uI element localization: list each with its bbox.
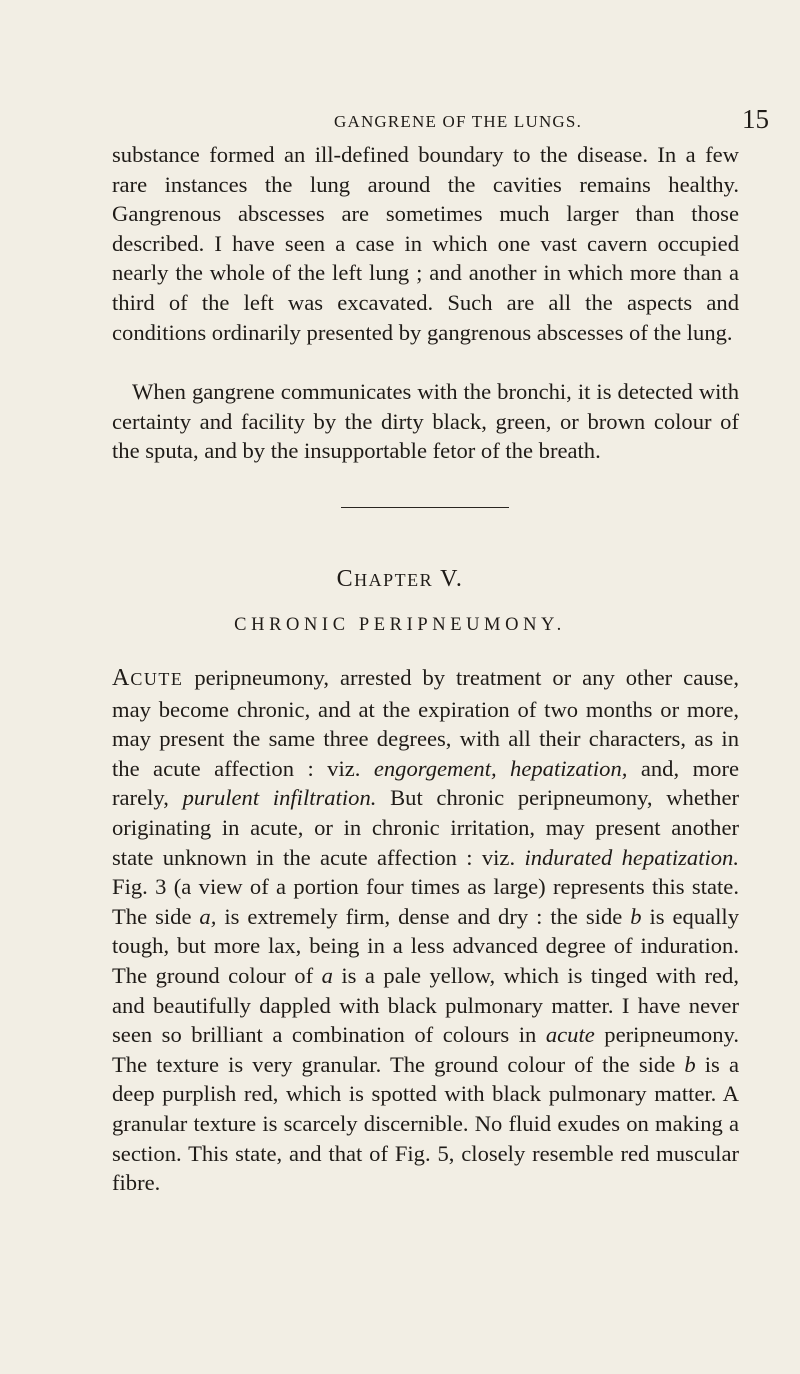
running-head-title: GANGRENE OF THE LUNGS. — [333, 112, 583, 131]
italic-run-7: acute — [545, 1022, 595, 1048]
italic-run-4: a, — [199, 903, 217, 929]
paragraph-2-text — [112, 377, 739, 466]
lead-cap: A — [112, 665, 131, 691]
text-run-6: is equally tough, but more lax, being in a less advanced degree of induration. The ground colour of — [112, 903, 739, 988]
text-run-3: But chronic peripneumony, whether originating in acute, or in chronic irritation, may present another state unknown in the acute affection : viz. — [112, 785, 740, 870]
paragraph-2-content: When gangrene communicates with the bronchi, it is detected with certainty and facility by the dirty black, green, or brown colour of the sputa, and by the insupportable fetor of the breath. — [112, 379, 739, 464]
chapter-title — [0, 566, 800, 593]
paragraph-lead — [112, 665, 183, 691]
paragraph-1 — [112, 140, 739, 347]
text-run-2: and, more rarely, — [112, 755, 739, 811]
italic-run-5: b — [630, 903, 642, 929]
text-run-8: peripneumony. The texture is very granular. The ground colour of the side — [112, 1022, 739, 1077]
italic-run-2: purulent infiltration. — [182, 785, 377, 811]
italic-run-3: indurated hepatization. — [524, 844, 739, 870]
chapter-title-rest: HAPTER — [354, 570, 434, 590]
chapter-number: V. — [440, 566, 464, 592]
chapter-subtitle: CHRONIC PERIPNEUMONY. — [234, 615, 566, 635]
text-run-1: peripneumony, arrested by treatment or any other cause, may become chronic, and at the expiration of two months or more, may present the same three degrees, with all their characters, as in the acute affection : viz. — [112, 665, 739, 781]
section-divider — [341, 507, 509, 508]
italic-run-8: b — [684, 1051, 696, 1077]
lead-rest: CUTE — [130, 669, 184, 689]
paragraph-1-text: substance formed an ill-defined boundary to the disease. In a few rare instances the lung around the cavities remains healthy. Gangrenous abscesses are sometimes much larger than those described. I have seen a case in which one vast cavern occupied nearly the whole of the left lung ; and another in which more than a third of the left was excavated. Such are all the aspects and conditions ordinarily presented by gangrenous abscesses of the lung. — [112, 142, 739, 345]
paragraph-2 — [112, 377, 739, 466]
paragraph-3 — [112, 663, 739, 1198]
page-number: 15 — [742, 104, 769, 134]
paragraph-3-text — [112, 663, 739, 1198]
text-run-4: Fig. 3 (a view of a portion four times as large) represents this state. The side — [112, 874, 739, 929]
italic-run-1: engorgement, hepatization, — [373, 755, 628, 781]
chapter-title-cap: C — [336, 566, 355, 592]
text-run-5: is extremely firm, dense and dry : the side — [216, 903, 631, 929]
text-run-9: is a deep purplish red, which is spotted with black pulmonary matter. A granular texture is scarcely discernible. No fluid exudes on making a section. This state, and that of Fig. 5, closely resemble red muscular fibre. — [112, 1051, 739, 1196]
text-run-7: is a pale yellow, which is tinged with red, and beautifully dappled with black pulmonary matter. I have never seen so brilliant a combination of colours in — [112, 962, 739, 1048]
italic-run-6: a — [321, 962, 333, 988]
